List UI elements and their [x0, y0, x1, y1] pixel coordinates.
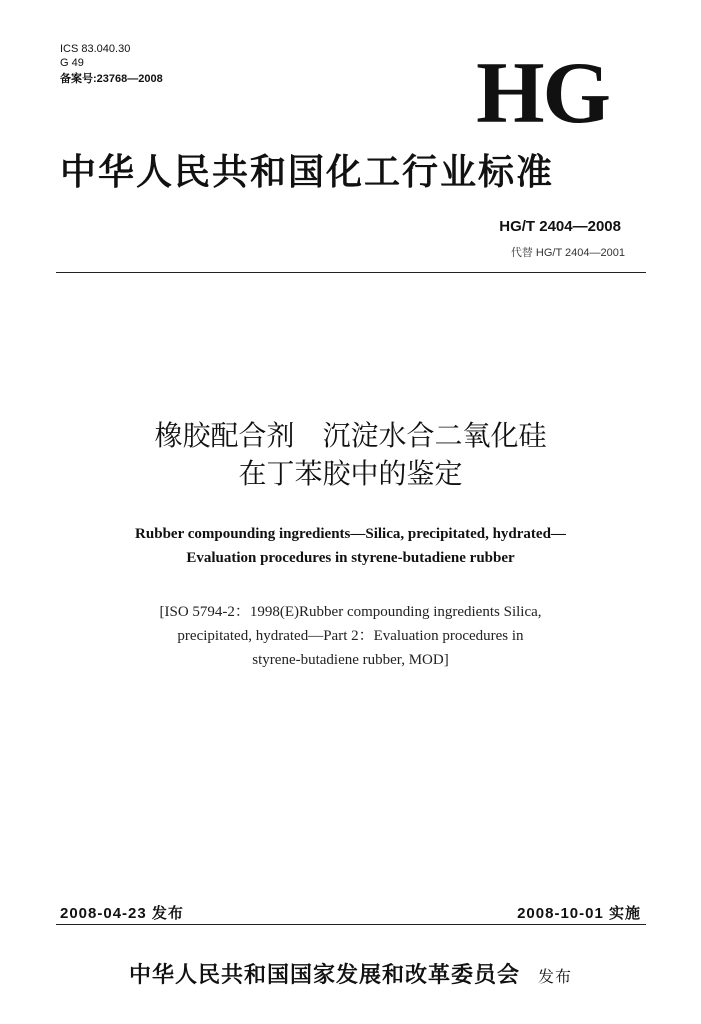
replaces-standard: 代替 HG/T 2404—2001: [510, 247, 625, 259]
record-number: 备案号:23768—2008: [60, 73, 163, 85]
ics-code: ICS 83.040.30: [60, 43, 131, 55]
hg-logo: HG: [476, 45, 609, 142]
publish-suffix: 发布: [538, 967, 573, 986]
standard-category-title: 中华人民共和国化工行业标准: [60, 151, 555, 193]
bottom-divider: [56, 924, 646, 925]
top-divider: [56, 272, 646, 273]
chinese-title-line-2: 在丁苯胶中的鉴定: [238, 457, 463, 490]
chinese-title-line-1: 橡胶配合剂 沉淀水合二氧化硅: [154, 419, 547, 452]
issue-date: 2008-04-23 发布: [60, 905, 184, 922]
standard-number: HG/T 2404—2008: [499, 218, 621, 235]
implementation-date: 2008-10-01 实施: [517, 905, 641, 922]
iso-reference-line-1: [ISO 5794-2：1998(E)Rubber compounding ingredients Silica,: [159, 604, 542, 620]
iso-reference-line-3: styrene-butadiene rubber, MOD]: [252, 652, 449, 668]
publisher-name: 中华人民共和国国家发展和改革委员会: [128, 962, 520, 988]
publisher-line: [0, 958, 701, 989]
ccs-code: G 49: [60, 57, 84, 69]
english-title-line-2: Evaluation procedures in styrene-butadiene rubber: [186, 550, 515, 566]
iso-reference-line-2: precipitated, hydrated—Part 2：Evaluation procedures in: [177, 628, 524, 644]
english-title-line-1: Rubber compounding ingredients—Silica, precipitated, hydrated—: [135, 526, 566, 542]
